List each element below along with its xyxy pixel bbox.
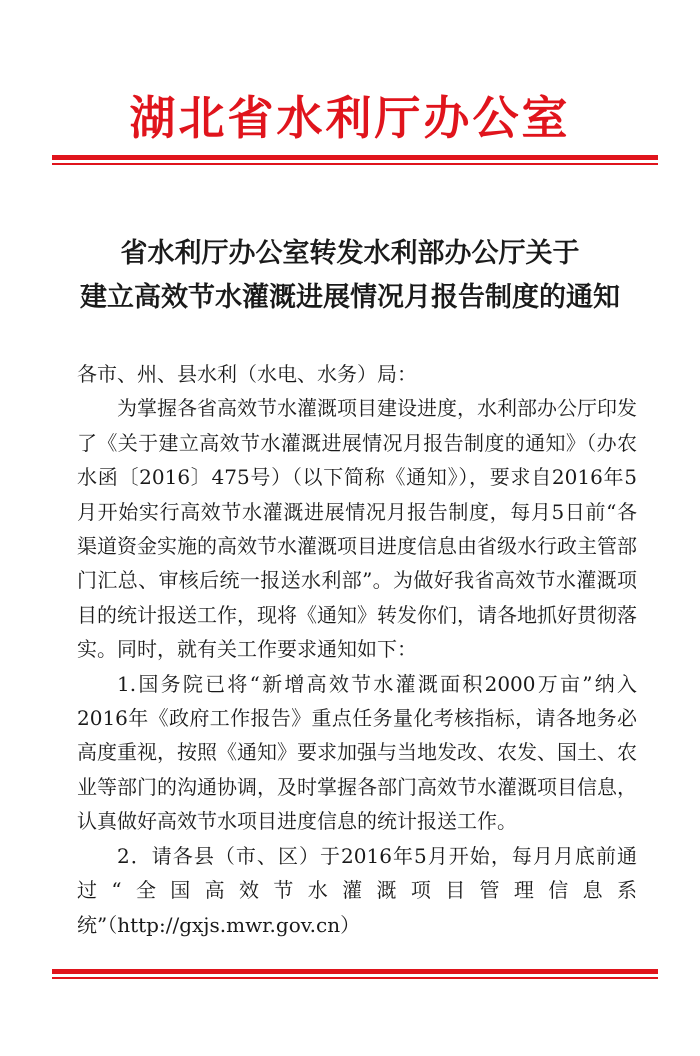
- header-red-rule-thick: [52, 155, 658, 160]
- body-paragraph-2: 1.国务院已将“新增高效节水灌溉面积2000万亩”纳入2016年《政府工作报告》重点任务量化考核指标，请各地务必高度重视，按照《通知》要求加强与当地发改、农发、国土、农业等部门的沟通协调，及时掌握各部门高效节水灌溉项目信息，认真做好高效节水项目进度信息的统计报送工作。: [77, 671, 637, 834]
- notice-body: [77, 357, 637, 942]
- body-paragraph-3: 2．请各县（市、区）于2016年5月开始，每月月底前通过“全国高效节水灌溉项目管理信息系统”（http://gxjs.mwr.gov.cn）: [77, 843, 637, 937]
- footer-red-rule-thin: [52, 977, 658, 979]
- footer-red-rule-thick: [52, 969, 658, 974]
- salutation: 各市、州、县水利（水电、水务）局：: [77, 362, 417, 386]
- notice-title: [40, 232, 660, 320]
- header-red-rule-thin: [52, 163, 658, 165]
- notice-title-line-2: 建立高效节水灌溉进展情况月报告制度的通知: [80, 282, 620, 313]
- issuing-organization-title: 湖北省水利厅办公室: [129, 91, 571, 145]
- body-paragraph-1: 为掌握各省高效节水灌溉项目建设进度，水利部办公厅印发了《关于建立高效节水灌溉进展情况月报告制度的通知》（办农水函〔2016〕475号）（以下简称《通知》），要求自2016年5月开始实行高效节水灌溉进展情况月报告制度，每月5日前“各渠道资金实施的高效节水灌溉项目进度信息由省级水行政主管部门汇总、审核后统一报送水利部”。为做好我省高效节水灌溉项目的统计报送工作，现将《通知》转发你们，请各地抓好贯彻落实。同时，就有关工作要求通知如下：: [77, 396, 637, 662]
- notice-title-line-1: 省水利厅办公室转发水利部办公厅关于: [120, 238, 580, 269]
